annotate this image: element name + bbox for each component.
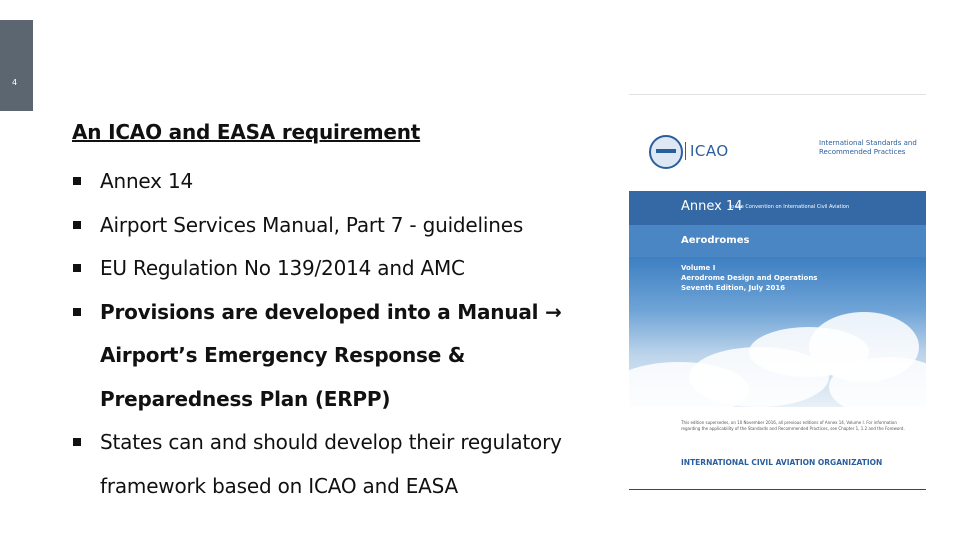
page-number: 4	[12, 78, 18, 87]
bullet-text: Preparedness Plan (ERPP)	[100, 386, 391, 411]
bullet-square-icon	[73, 264, 81, 272]
annex-title: Annex 14	[681, 199, 743, 214]
bullet-text: Provisions are developed into a Manual →	[100, 299, 562, 324]
volume-info	[681, 263, 817, 293]
bullet-list	[72, 160, 612, 508]
volume-title: Aerodrome Design and Operations	[681, 274, 818, 282]
annex-band	[629, 191, 926, 225]
section-title: Aerodromes	[681, 235, 750, 246]
bullet-text: EU Regulation No 139/2014 and AMC	[100, 256, 465, 280]
annex-14-cover-image	[629, 94, 926, 490]
icao-emblem-icon	[649, 135, 683, 169]
icao-logo-text: ICAO	[685, 142, 729, 160]
bullet-item	[72, 291, 612, 422]
bullet-item	[72, 247, 612, 291]
edition-label: Seventh Edition, July 2016	[681, 284, 786, 292]
bullet-square-icon	[73, 177, 81, 185]
standards-text: International Standards and Recommended Practices	[819, 139, 917, 156]
volume-label: Volume I	[681, 264, 716, 272]
bullet-item	[72, 421, 612, 508]
bullet-square-icon	[73, 438, 81, 446]
slide-heading: An ICAO and EASA requirement	[72, 120, 421, 144]
bullet-item	[72, 160, 612, 204]
annex-subtitle: to the Convention on International Civil Aviation	[729, 204, 850, 210]
bullet-item	[72, 204, 612, 248]
bullet-text: States can and should develop their regulatory	[100, 430, 562, 454]
bullet-text: Annex 14	[100, 169, 194, 193]
page-number-tab	[0, 20, 33, 111]
sky-clouds-image	[629, 257, 926, 407]
bullet-square-icon	[73, 308, 81, 316]
bullet-text: Airport’s Emergency Response &	[100, 343, 466, 367]
bullet-text: Airport Services Manual, Part 7 - guidelines	[100, 212, 524, 237]
organization-name: INTERNATIONAL CIVIL AVIATION ORGANIZATION	[681, 458, 883, 467]
section-band	[629, 225, 926, 257]
cover-header	[629, 95, 926, 191]
bullet-square-icon	[73, 221, 81, 229]
bullet-text: framework based on ICAO and EASA	[100, 473, 459, 498]
cover-fine-print: This edition supersedes, on 10 November 2016, all previous editions of Annex 14, Volume I. For information regarding the applicability of the Standards and Recommended Practices, see Chapter 1, 1.2 and the Foreword.	[681, 420, 905, 431]
